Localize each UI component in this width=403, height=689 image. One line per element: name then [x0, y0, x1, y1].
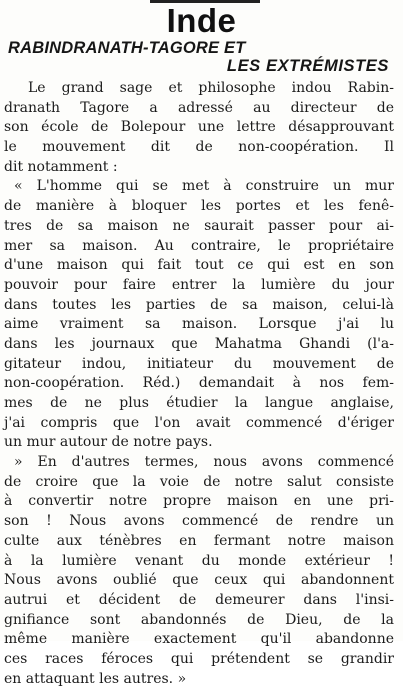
- body-line: d'une maison qui fait tout ce qui est en son: [4, 257, 394, 274]
- body-line: à la lumière venant du monde extérieur !: [4, 552, 394, 569]
- article-body: [4, 79, 394, 689]
- body-line: j'ai compris que l'on avait commencé d'ériger: [4, 414, 394, 431]
- subtitle-line-2: LES EXTRÉMISTES: [226, 57, 389, 75]
- body-line: non-coopération. Réd.) demandait à nos fem-: [4, 375, 394, 392]
- body-line: tres de sa maison ne saurait passer pour ai-: [4, 217, 394, 234]
- body-line: à convertir notre propre maison en une pri-: [4, 493, 394, 510]
- body-line: gnifiance sont abandonnés de Dieu, de la: [4, 611, 394, 628]
- body-line: un mur autour de notre pays.: [4, 434, 213, 451]
- body-line: culte aux ténèbres en fermant notre maison: [4, 532, 394, 549]
- subtitle-line-1: RABINDRANATH-TAGORE ET: [8, 39, 246, 57]
- body-line: « L'homme qui se met à construire un mur: [14, 178, 394, 195]
- body-line: Nous avons oublié que ceux qui abandonnent: [4, 572, 394, 589]
- body-line: aime vraiment sa maison. Lorsque j'ai lu: [4, 316, 394, 333]
- body-line: de manière à bloquer les portes et les fenê-: [4, 198, 394, 215]
- body-line: mer sa maison. Au contraire, le propriétaire: [4, 237, 394, 254]
- body-line: gitateur indou, initiateur du mouvement de: [4, 355, 394, 372]
- body-line: même manière exactement qu'il abandonne: [4, 631, 394, 648]
- body-line: dranath Tagore a adressé au directeur de: [4, 99, 394, 116]
- headline: Inde: [166, 2, 237, 39]
- body-line: de croire que la voie de notre salut consiste: [4, 473, 394, 490]
- body-line: le mouvement dit de non-coopération. Il: [4, 139, 394, 156]
- body-line: dit notamment :: [4, 158, 118, 175]
- body-line: Le grand sage et philosophe indou Rabin-: [28, 80, 394, 96]
- body-line: dans toutes les parties de sa maison, celui-là: [4, 296, 394, 313]
- body-line: en attaquant les autres. »: [4, 670, 187, 687]
- body-line: son école de Bolepour une lettre désapprouvant: [4, 119, 394, 136]
- body-line: ces races féroces qui prétendent se grandir: [4, 650, 394, 667]
- body-line: pouvoir pour faire entrer la lumière du jour: [4, 276, 394, 293]
- body-line: mes de ne plus étudier la langue anglaise,: [4, 395, 394, 411]
- body-line: dans les journaux que Mahatma Ghandi (l'a-: [4, 335, 394, 352]
- body-line: » En d'autres termes, nous avons commencé: [14, 454, 394, 471]
- body-line: autrui et décident de demeurer dans l'insi-: [4, 591, 394, 608]
- body-line: son ! Nous avons commencé de rendre un: [4, 513, 394, 530]
